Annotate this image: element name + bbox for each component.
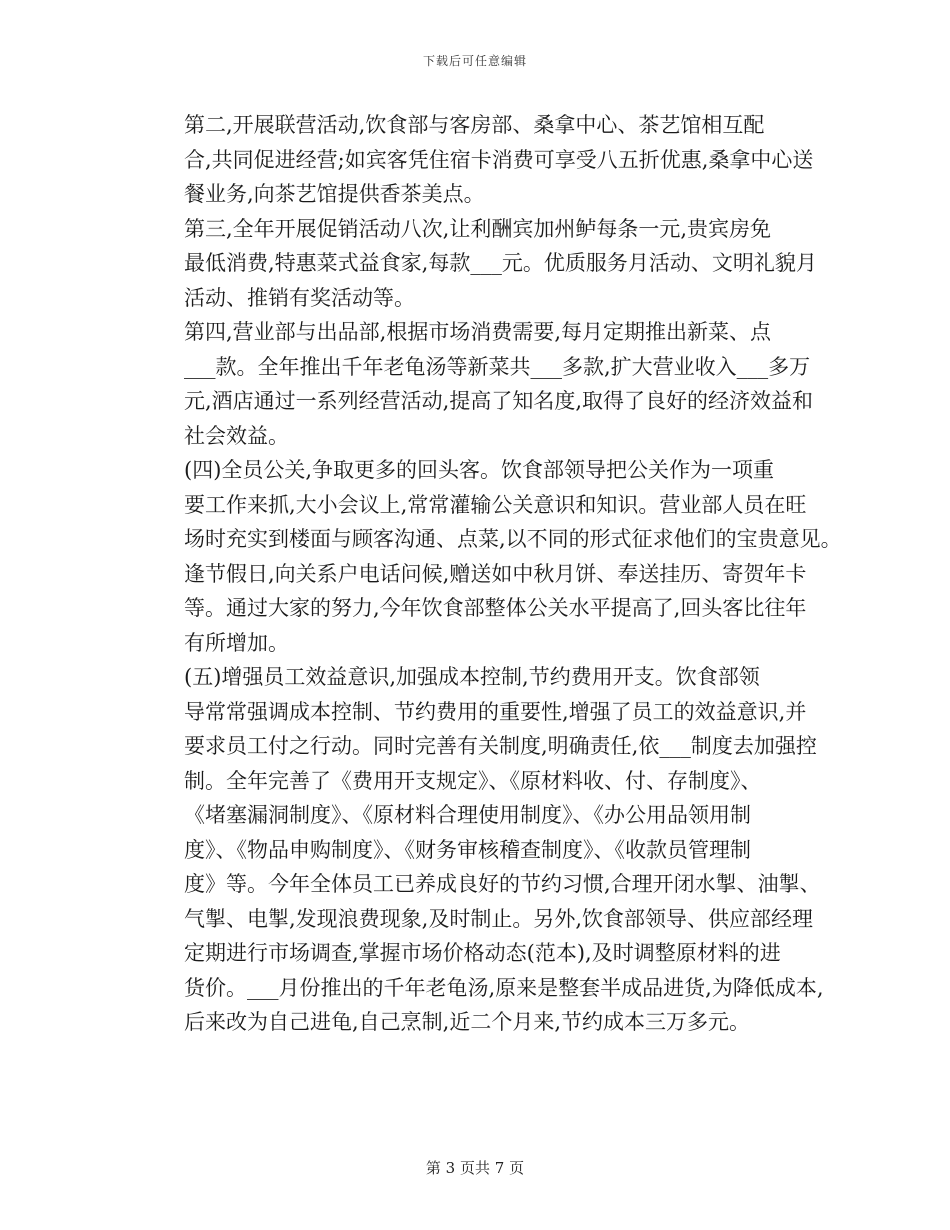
text-line: 《堵塞漏洞制度》、《原材料合理使用制度》、《办公用品领用制 (184, 803, 751, 827)
page-number: 第 3 页共 7 页 (425, 1159, 525, 1177)
text-line: 气掣、电掣,发现浪费现象,及时制止。另外,饮食部领导、供应部经理 (184, 906, 814, 931)
text-line: 后来改为自己进龟,自己烹制,近二个月来,节约成本三万多元。 (184, 1010, 751, 1034)
paragraph-promotions (142, 212, 817, 316)
text-line: 定期进行市场调查,掌握市场价格动态(范本),及时调整原材料的进 (184, 941, 781, 965)
text-line: 活动、推销有奖活动等。 (184, 285, 415, 310)
text-line: 餐业务,向茶艺馆提供香茶美点。 (184, 182, 485, 206)
paragraph-cost-control (142, 660, 824, 1040)
paragraph-joint-operation (142, 108, 812, 212)
text-line: 场时充实到楼面与顾客沟通、点菜,以不同的形式征求他们的宝贵意见。 (184, 527, 842, 551)
text-line: 第二,开展联营活动,饮食部与客房部、桑拿中心、茶艺馆相互配 (184, 113, 765, 137)
text-line: 度》等。今年全体员工已养成良好的节约习惯,合理开闭水掣、油掣、 (184, 872, 821, 896)
text-line: 等。通过大家的努力,今年饮食部整体公关水平提高了,回头客比往年 (184, 596, 807, 620)
text-line: 第三,全年开展促销活动八次,让利酬宾加州鲈每条一元,贵宾房免 (184, 216, 772, 241)
text-line: 要求员工付之行动。同时完善有关制度,明确责任,依___制度去加强控 (184, 734, 817, 758)
text-line: 有所增加。 (184, 630, 289, 655)
text-line: 度》、《物品申购制度》、《财务审核稽查制度》、《收款员管理制 (184, 837, 751, 862)
paragraph-new-dishes (142, 315, 812, 453)
text-line: 合,共同促进经营;如宾客凭住宿卡消费可享受八五折优惠,桑拿中心送 (184, 147, 814, 172)
text-line: 要工作来抓,大小会议上,常常灌输公关意识和知识。营业部人员在旺 (184, 492, 807, 517)
text-line: 导常常强调成本控制、节约费用的重要性,增强了员工的效益意识,并 (184, 699, 807, 724)
page-header: 下载后可任意编辑 (422, 54, 527, 68)
text-line: ___款。全年推出千年老龟汤等新菜共___多款,扩大营业收入___多万 (184, 354, 811, 379)
text-line: 元,酒店通过一系列经营活动,提高了知名度,取得了良好的经济效益和 (184, 389, 814, 413)
text-line: 第四,营业部与出品部,根据市场消费需要,每月定期推出新菜、点 (184, 320, 772, 344)
text-line: 逢节假日,向关系户电话问候,赠送如中秋月饼、奉送挂历、寄贺年卡 (184, 561, 807, 586)
text-line: 货价。___月份推出的千年老龟汤,原来是整套半成品进货,为降低成本, (184, 975, 824, 1000)
text-line: 最低消费,特惠菜式益食家,每款___元。优质服务月活动、文明礼貌月 (184, 251, 817, 275)
text-line: 制。全年完善了《费用开支规定》、《原材料收、付、存制度》、 (184, 768, 762, 793)
text-line: (四)全员公关,争取更多的回头客。饮食部领导把公关作为一项重 (184, 458, 775, 482)
text-line: (五)增强员工效益意识,加强成本控制,节约费用开支。饮食部领 (184, 665, 760, 689)
text-line: 社会效益。 (184, 423, 289, 448)
paragraph-public-relations (142, 453, 842, 660)
document-body (142, 108, 842, 1040)
